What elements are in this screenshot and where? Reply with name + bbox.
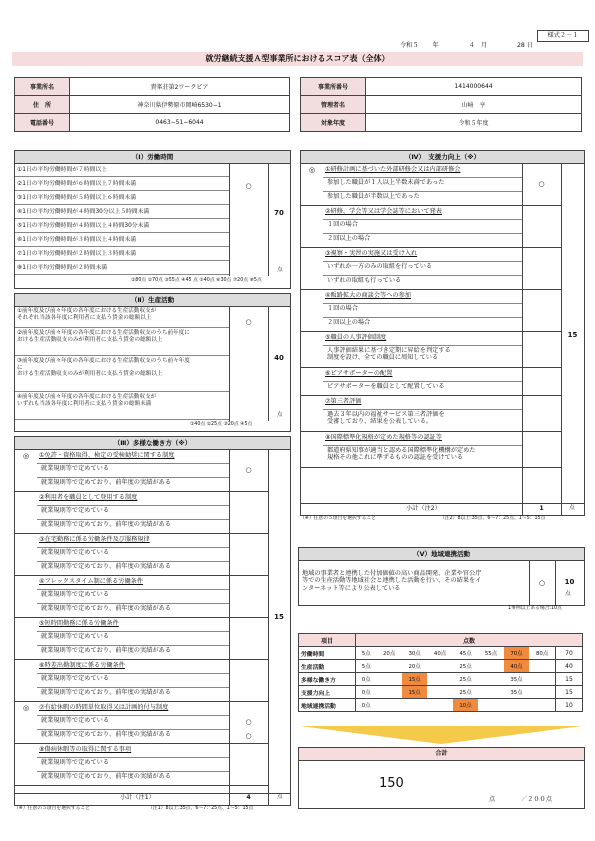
item-mark-b: ○ — [245, 732, 252, 740]
total-box — [298, 747, 585, 809]
production-option: ①前年度及び前々年度の各年度における生産活動収支が それぞれ当該各年度に利用者に支払う賃金の総額以上 — [15, 306, 229, 328]
hours-option: ①1日の平均労働時間が７時間以上 — [15, 163, 229, 177]
score-row-label: 地域連携活動 — [299, 699, 356, 712]
item-option-a: ピアサポーターを職員として配置している — [327, 383, 445, 390]
score-cell: 20点 — [402, 660, 427, 673]
item-mark: ◎ — [308, 166, 316, 174]
form-id: 様式２－１ — [537, 30, 589, 42]
item-option-a: 就業規則等で定めている — [41, 465, 110, 472]
item-title: ⑥ピアサポーターの配置 — [325, 370, 393, 377]
info-label: 事業所名 — [15, 78, 70, 96]
item-option-b: 就業規則等で定めており、前年度の実績がある — [41, 521, 171, 528]
score-row — [299, 660, 583, 673]
note: （注2）8以上:35点、6～7：25点、1～5：15点 — [440, 516, 546, 521]
info-label: 管理者名 — [301, 96, 366, 114]
score-row-total: 15 — [556, 686, 583, 699]
score-row — [299, 686, 583, 699]
score-cell — [529, 699, 555, 712]
subtotal-value: 4 — [246, 794, 251, 801]
divider — [323, 233, 522, 234]
section-title: （Ⅰ）労働時間 — [15, 151, 290, 164]
divider — [323, 345, 522, 346]
score-row-total: 40 — [556, 660, 583, 673]
item-option-a: 就業規則等で定めている — [41, 633, 110, 640]
divider — [37, 589, 229, 590]
info-label: 住 所 — [15, 96, 70, 114]
total-label: 合計 — [299, 748, 584, 761]
score-cell: 70点 — [504, 647, 529, 660]
score-cell: 25点 — [453, 673, 478, 686]
score-cell — [478, 686, 503, 699]
score-row — [299, 647, 583, 660]
section-title: （Ⅳ） 支援力向上（※） — [301, 151, 584, 164]
section-diverse-work — [14, 436, 291, 806]
total-unit: 点 — [489, 796, 496, 803]
score-cell: 30点 — [402, 647, 427, 660]
note: （※）任意の５項目を選択すること — [300, 516, 376, 521]
item-option-a: 就業規則等で定めている — [41, 675, 110, 682]
divider — [323, 381, 522, 382]
score-cell: 5点 — [356, 647, 377, 660]
item-mark — [301, 367, 323, 381]
score-row-total: 15 — [556, 673, 583, 686]
score-cell: 25点 — [453, 686, 478, 699]
divider — [37, 519, 229, 520]
score-cell — [478, 660, 503, 673]
item-title: ⑧国際標準化規格が定めた規格等の認証等 — [325, 434, 442, 441]
divider — [37, 477, 229, 478]
score-cell: 35点 — [504, 686, 529, 699]
selected-mark: ○ — [245, 182, 252, 190]
item-option-a: １回の場合 — [327, 305, 358, 312]
item-option-a: 人事評価結果に基づき定期に昇給を判定する 制度を設け、全ての職員に周知している — [327, 347, 451, 362]
item-option-a: 就業規則等で定めている — [41, 507, 110, 514]
item-mark — [301, 205, 323, 219]
divider — [323, 409, 522, 410]
score-unit: 点 — [569, 505, 575, 511]
selected-mark: ○ — [245, 318, 252, 326]
item-option-b: 就業規則等で定めており、前年度の実績がある — [41, 773, 171, 780]
item-option-a: 就業規則等で定めている — [41, 591, 110, 598]
item-option-b: 就業規則等で定めており、前年度の実績がある — [41, 563, 171, 570]
divider — [323, 177, 522, 178]
score-cell — [478, 673, 503, 686]
score-cell — [376, 673, 401, 686]
page-title: 就労継続支援Ａ型事業所におけるスコア表（全体） — [12, 52, 583, 66]
item-mark — [15, 617, 37, 631]
total-value: 150 — [379, 776, 404, 791]
date-year-label: 年 — [432, 42, 439, 49]
divider — [37, 561, 229, 562]
production-option: ②前年度及び前々年度の各年度における生産活動収支のうち前年度に おける生産活動収支のみが利用者に支払う賃金の総額以上 — [15, 328, 229, 356]
target-year: 令和５年度 — [366, 114, 582, 132]
score-row-total: 10 — [556, 699, 583, 712]
hours-option: ③1日の平均労働時間が５時間以上６時間未満 — [15, 191, 229, 205]
section-title: （Ⅱ）生産活動 — [15, 294, 290, 307]
divider — [323, 191, 522, 192]
score-summary-table — [298, 633, 583, 712]
score-cell: 25点 — [453, 660, 478, 673]
score-cell: 10点 — [453, 699, 478, 712]
item-title: ③在宅勤務に係る労働条件及び服務規律 — [39, 536, 150, 543]
score-cell — [427, 660, 452, 673]
item-option-a: 就業規則等で定めている — [41, 759, 110, 766]
divider — [37, 505, 229, 506]
hours-option: ⑤1日の平均労働時間が４時間以上４時間30分未満 — [15, 219, 229, 233]
score-value: 15 — [274, 613, 284, 621]
item-mark — [15, 575, 37, 589]
score-cell: 0点 — [356, 699, 377, 712]
footnote: 1事例以上ある場合:10点 — [508, 606, 562, 611]
item-title: ①免許・資格取得、検定の受検勧奨に関する制度 — [39, 452, 175, 459]
score-cell — [376, 699, 401, 712]
divider — [323, 303, 522, 304]
date-month: ４ — [468, 42, 475, 49]
item-mark — [15, 491, 37, 505]
item-option-b: 就業規則等で定めており、前年度の実績がある — [41, 479, 171, 486]
score-cell: 55点 — [478, 647, 503, 660]
subtotal-value: 1 — [539, 505, 544, 512]
footnote: ①40点 ②25点 ③20点 ④5点 — [190, 422, 253, 427]
divider — [37, 603, 229, 604]
score-cell: 80点 — [529, 647, 555, 660]
score-cell: 35点 — [504, 673, 529, 686]
item-title: ⑤職員の人事評価制度 — [325, 334, 387, 341]
divider — [323, 317, 522, 318]
score-cell: 0点 — [356, 673, 377, 686]
facility-name: 貴峯荘第2ワークピア — [70, 78, 290, 96]
score-cell — [529, 686, 555, 699]
divider — [37, 771, 229, 772]
item-mark — [15, 743, 37, 757]
subtotal-label: 小計（注2） — [406, 505, 441, 512]
item-mark — [15, 533, 37, 547]
item-option-b: いずれの取組も行っている — [327, 277, 402, 284]
score-cell: 45点 — [453, 647, 478, 660]
item-mark: ◎ — [22, 704, 30, 712]
hours-option: ⑦1日の平均労働時間が２時間以上３時間未満 — [15, 247, 229, 261]
score-cell — [376, 686, 401, 699]
info-right-table — [300, 77, 582, 132]
score-value: 15 — [567, 331, 578, 339]
item-option-a: 就業規則等で定めている — [41, 717, 110, 724]
score-cell: 40点 — [427, 647, 452, 660]
section-labor-hours — [14, 150, 291, 289]
score-row-label: 多様な働き方 — [299, 673, 356, 686]
section-title: （Ⅴ）地域連携活動 — [299, 548, 584, 561]
down-arrow-icon — [300, 726, 582, 744]
note: （※）任意の５項目を選択すること — [14, 806, 90, 811]
footnote: ①80点 ②70点 ③55点 ④45 点 ⑤40点 ⑥30点 ⑦20点 ⑧5点 — [131, 278, 262, 283]
divider — [37, 757, 229, 758]
head-points: 点数 — [356, 634, 583, 647]
score-cell: 40点 — [504, 660, 529, 673]
item-option-b: ２回以上の場合 — [327, 235, 371, 242]
subtotal-label: 小計（注1） — [120, 794, 155, 801]
item-option-b: 就業規則等で定めており、前年度の実績がある — [41, 647, 171, 654]
item-title: ⑦第三者評価 — [325, 398, 362, 405]
item-option-a: いずれか一方のみの取組を行っている — [327, 263, 433, 270]
item-option-b: ２回以上の場合 — [327, 319, 371, 326]
item-mark-a: ○ — [538, 180, 545, 188]
score-cell — [478, 699, 503, 712]
item-mark — [301, 289, 323, 303]
item-option-a: 都道府県知事が適当と認める国際標準化機構が定めた 規格その他これに準ずるものの認証を受けている — [327, 447, 476, 462]
score-cell — [376, 660, 401, 673]
community-text: 地域の事業者と連携した付加価値の高い商品開発、企業や官公庁 等での生産活動等地域社会と連携した活動を行い、その結果をイ ンターネット等により公表している — [302, 570, 482, 592]
divider — [37, 729, 229, 730]
note: （注1）8以上:35点、6～7：25点、1～5：15点 — [148, 806, 254, 811]
score-cell — [504, 699, 529, 712]
total-max: ／２００点 — [521, 796, 552, 803]
hours-option: ②1日の平均労働時間が６時間以上７時間未満 — [15, 177, 229, 191]
section-title: （Ⅲ）多様な働き方（※） — [15, 437, 290, 450]
item-title: ⑤短時間勤務に係る労働条件 — [39, 620, 119, 627]
item-option-b: 就業規則等で定めており、前年度の実績がある — [41, 605, 171, 612]
hours-option: ④1日の平均労働時間が４時間30分以上５時間未満 — [15, 205, 229, 219]
facility-phone: 0463−51−6044 — [70, 114, 290, 132]
item-title: ④販路拡大の商談会等への参加 — [325, 292, 411, 299]
score-value: 70 — [274, 209, 284, 217]
score-cell: 5点 — [356, 660, 377, 673]
facility-address: 神奈川県伊勢原市岡崎6530−1 — [70, 96, 290, 114]
item-title: ⑧傷病休暇等の取得に関する事項 — [39, 746, 132, 753]
item-mark-a: ○ — [245, 466, 252, 474]
item-option-a: 過去３年以内の福祉サービス第三者評価を 受審しており、結果を公表している。 — [327, 411, 445, 426]
item-option-b: 就業規則等で定めており、前年度の実績がある — [41, 689, 171, 696]
item-option-a: 参加した職員が１人以上半数未満であった — [327, 179, 445, 186]
score-unit: 点 — [277, 412, 283, 418]
divider — [323, 445, 522, 446]
score-unit: 点 — [277, 267, 283, 273]
score-value: 10 — [564, 578, 575, 586]
item-option-b: 就業規則等で定めており、前年度の実績がある — [41, 731, 171, 738]
score-cell: 15点 — [402, 686, 427, 699]
score-unit: 点 — [277, 794, 283, 800]
item-mark — [301, 431, 323, 445]
item-title: ⑦有給休暇の時間単位取得又は計画的付与制度 — [39, 704, 169, 711]
info-left-table — [14, 77, 290, 132]
item-option-a: １回の場合 — [327, 221, 358, 228]
item-title: ⑥時差出勤制度に係る労働条件 — [39, 662, 125, 669]
section-production — [14, 293, 291, 432]
score-row-total: 70 — [556, 647, 583, 660]
item-mark-a: ○ — [245, 718, 252, 726]
divider — [323, 275, 522, 276]
score-cell — [402, 699, 427, 712]
date-month-label: 月 — [480, 42, 488, 49]
divider — [37, 673, 229, 674]
item-mark — [15, 659, 37, 673]
divider — [37, 631, 229, 632]
date-day: 28 — [517, 42, 525, 49]
divider — [37, 715, 229, 716]
item-title: ①研修計画に基づいた外部研修会又は内部研修会 — [325, 166, 461, 173]
score-cell — [529, 673, 555, 686]
item-title: ②利用者を職員として登用する制度 — [39, 494, 138, 501]
item-mark — [301, 247, 323, 261]
score-row-label: 支援力向上 — [299, 686, 356, 699]
hours-option: ⑧1日の平均労働時間が２時間未満 — [15, 261, 229, 275]
item-title: ④フレックスタイム制に係る労働条件 — [39, 578, 144, 585]
score-cell — [427, 686, 452, 699]
item-title: ③視察・実習の実施又は受け入れ — [325, 250, 418, 257]
score-unit: 点 — [565, 591, 571, 597]
score-cell: 0点 — [356, 686, 377, 699]
production-option: ③前年度及び前々年度の各年度における生産活動収支のうち前々年度 に おける生産活動収支のみが利用者に支払う賃金の総額以上 — [15, 356, 229, 392]
info-label: 事業所番号 — [301, 78, 366, 96]
score-value: 40 — [274, 354, 284, 362]
score-cell — [529, 660, 555, 673]
divider — [37, 547, 229, 548]
selected-mark: ○ — [538, 579, 546, 587]
info-label: 電話番号 — [15, 114, 70, 132]
divider — [323, 261, 522, 262]
score-row-label: 労働時間 — [299, 647, 356, 660]
divider — [301, 503, 584, 504]
score-cell — [427, 699, 452, 712]
item-mark — [301, 395, 323, 409]
score-row-label: 生産活動 — [299, 660, 356, 673]
score-row — [299, 673, 583, 686]
divider — [37, 687, 229, 688]
divider — [323, 219, 522, 220]
item-option-a: 就業規則等で定めている — [41, 549, 110, 556]
facility-number: 1414000644 — [366, 78, 582, 96]
score-cell: 15点 — [402, 673, 427, 686]
score-cell: 20点 — [376, 647, 401, 660]
item-option-b: 参加した職員が半数以上であった — [327, 193, 420, 200]
hours-option: ⑥1日の平均労働時間が３時間以上４時間未満 — [15, 233, 229, 247]
section-support — [300, 150, 585, 516]
divider — [15, 785, 268, 786]
production-option: ④前年度及び前々年度の各年度における生産活動収支が いずれも当該各年度に利用者に支払う賃金の総額未満 — [15, 392, 229, 420]
divider — [37, 645, 229, 646]
item-mark — [301, 331, 323, 345]
head-item: 項目 — [299, 634, 356, 647]
item-mark: ◎ — [22, 452, 30, 460]
score-cell — [427, 673, 452, 686]
divider — [37, 463, 229, 464]
section-community — [298, 547, 585, 606]
item-title: ②研修、学会等又は学会誌等において発表 — [325, 208, 442, 215]
info-label: 対象年度 — [301, 114, 366, 132]
date-line — [400, 42, 533, 49]
score-row — [299, 699, 583, 712]
date-era: 令和５ — [400, 42, 419, 49]
manager-name: 山﨑 亨 — [366, 96, 582, 114]
date-day-label: 日 — [526, 42, 534, 49]
